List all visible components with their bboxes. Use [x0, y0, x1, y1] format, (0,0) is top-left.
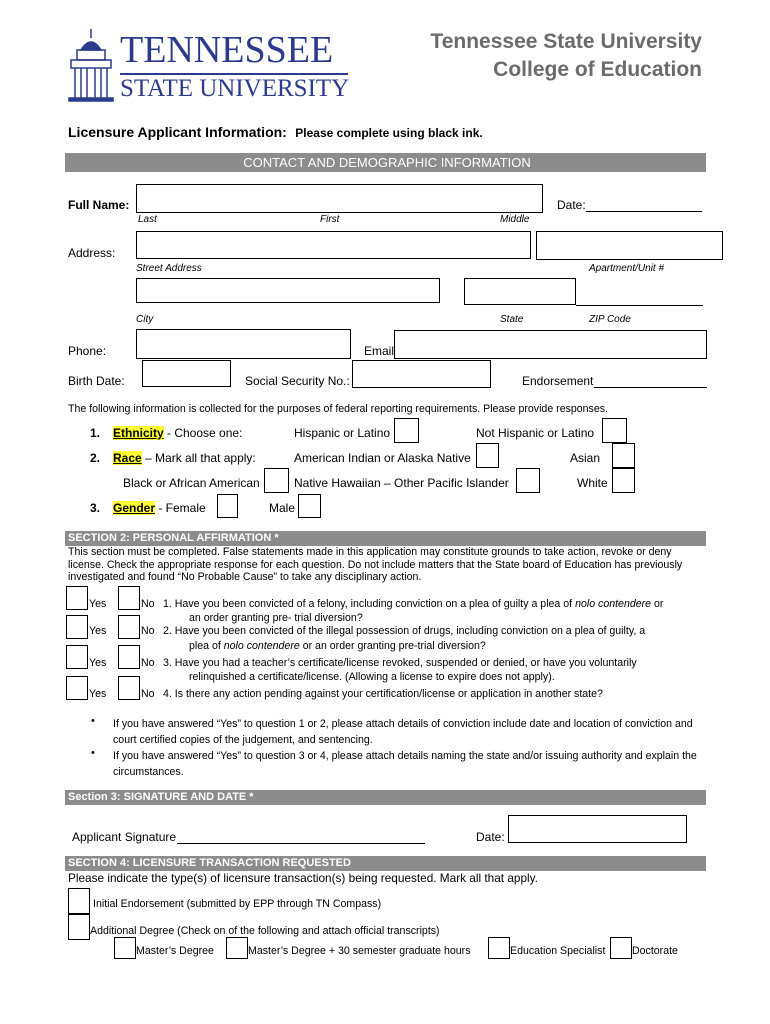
q2-italic: nolo contendere: [223, 640, 300, 652]
q1-label: [113, 426, 242, 440]
ssn-input[interactable]: [352, 360, 491, 388]
q1-number: 1.: [90, 426, 101, 440]
q1-yes-label: Yes: [89, 598, 107, 610]
section2-heading: SECTION 2: PERSONAL AFFIRMATION *: [65, 531, 706, 546]
black-label: Black or African American: [123, 476, 260, 490]
q3-text-line2: relinquished a certificate/license. (Allowing a license to expire does not apply).: [189, 671, 555, 683]
date-input[interactable]: [586, 211, 702, 212]
doctorate-checkbox[interactable]: [610, 937, 632, 959]
building-icon: [67, 28, 115, 102]
q2-no-label: No: [141, 625, 155, 637]
black-checkbox[interactable]: [264, 468, 289, 493]
additional-degree-label: Additional Degree (Check on of the following and attach official transcripts): [90, 925, 440, 937]
asian-label: Asian: [570, 451, 601, 465]
apt-caption: Apartment/Unit #: [589, 263, 665, 274]
race-rest: – Mark all that apply:: [141, 451, 256, 465]
q3-no-label: No: [141, 657, 155, 669]
q1-no-label: No: [141, 598, 155, 610]
full-name-label: Full Name:: [68, 198, 130, 212]
email-label: Email: [364, 344, 395, 358]
q3-yes-label: Yes: [89, 657, 107, 669]
endorsement-label: Endorsement: [522, 374, 594, 388]
masters30-checkbox[interactable]: [226, 937, 248, 959]
signature-date-input[interactable]: [508, 815, 687, 843]
bullet-2-text: If you have answered “Yes” to question 3 or 4, please attach details naming the state and/or issuing authority and explain the circumstances.: [113, 750, 697, 778]
asian-checkbox[interactable]: [612, 443, 635, 468]
specialist-label: Education Specialist: [510, 945, 606, 957]
zip-line[interactable]: [576, 305, 703, 306]
gender-keyword: Gender: [113, 501, 156, 515]
q4-no-checkbox[interactable]: [118, 676, 140, 700]
q1-italic: nolo contendere: [575, 598, 652, 610]
doctorate-label: Doctorate: [632, 945, 678, 957]
date-label: Date:: [557, 198, 586, 212]
q3-number: 3.: [90, 501, 101, 515]
phone-input[interactable]: [136, 329, 351, 359]
masters-checkbox[interactable]: [114, 937, 136, 959]
masters30-label: Master’s Degree + 30 semester graduate hours: [248, 945, 471, 957]
last-caption: Last: [138, 214, 157, 225]
section4-intro: Please indicate the type(s) of licensure transaction(s) being requested. Mark all that apply.: [68, 871, 538, 885]
logo-tennessee: TENNESSEE: [120, 29, 334, 71]
q2-yes-label: Yes: [89, 625, 107, 637]
q2-label: [113, 451, 256, 465]
q4-yes-label: Yes: [89, 688, 107, 700]
q3-label: [113, 501, 206, 515]
section3-heading: Section 3: SIGNATURE AND DATE *: [65, 790, 706, 805]
ethnicity-keyword: Ethnicity: [113, 426, 164, 440]
q2-number: 2.: [90, 451, 101, 465]
contact-heading: CONTACT AND DEMOGRAPHIC INFORMATION: [65, 153, 706, 172]
email-input[interactable]: [394, 330, 707, 359]
q1-text-line2: an order granting pre- trial diversion?: [189, 612, 363, 624]
full-name-input[interactable]: [136, 184, 543, 213]
q2-text: 2. Have you been convicted of the illegal possession of drugs, including conviction on a plea of guilty, a: [163, 625, 646, 637]
q2-line2-b: or an order granting pre-trial diversion?: [299, 640, 486, 652]
initial-endorsement-checkbox[interactable]: [68, 888, 90, 914]
section2-paragraph: This section must be completed. False statements made in this application may constitute grounds to take action, revoke or deny license. Check the appropriate response for each question. Do not include matters that the State board of Education has previously investigated and found “No Probable Cause” to take any disciplinary action.: [68, 546, 683, 584]
state-input[interactable]: [464, 278, 576, 305]
q2-yes-checkbox[interactable]: [66, 615, 88, 639]
birth-date-input[interactable]: [142, 360, 231, 387]
q2-line2-a: plea of: [189, 640, 224, 652]
hispanic-checkbox[interactable]: [394, 418, 419, 443]
demographics-intro: The following information is collected for the purposes of federal reporting requirements. Please provide responses.: [68, 403, 608, 415]
specialist-checkbox[interactable]: [488, 937, 510, 959]
intro-subtitle: Please complete using black ink.: [295, 126, 483, 140]
apartment-input[interactable]: [536, 231, 723, 260]
male-checkbox[interactable]: [298, 494, 321, 518]
signature-date-label: Date:: [476, 830, 505, 844]
phone-label: Phone:: [68, 344, 107, 358]
q4-yes-checkbox[interactable]: [66, 676, 88, 700]
header-title-1: Tennessee State University: [430, 30, 702, 53]
university-logo: [67, 28, 352, 102]
zip-caption: ZIP Code: [589, 314, 631, 325]
hawaiian-label: Native Hawaiian – Other Pacific Islander: [294, 476, 509, 490]
race-keyword: Race: [113, 451, 142, 465]
hawaiian-checkbox[interactable]: [516, 468, 540, 493]
q1-yes-checkbox[interactable]: [66, 586, 88, 610]
female-checkbox[interactable]: [217, 494, 238, 518]
intro-title: Licensure Applicant Information:: [68, 124, 287, 140]
q1-text-b: or: [651, 598, 664, 610]
ssn-label: Social Security No.:: [245, 374, 350, 388]
street-caption: Street Address: [136, 263, 202, 274]
not-hispanic-label: Not Hispanic or Latino: [476, 426, 595, 440]
city-caption: City: [136, 314, 154, 325]
signature-label: Applicant Signature: [72, 830, 177, 844]
state-caption: State: [500, 314, 524, 325]
male-label: Male: [269, 501, 296, 515]
q2-text-line2: [189, 639, 486, 655]
q4-no-label: No: [141, 688, 155, 700]
header-title-2: College of Education: [493, 58, 702, 81]
q1-text-a: 1. Have you been convicted of a felony, including conviction on a plea of guilty a plea of: [163, 598, 576, 610]
initial-endorsement-label: Initial Endorsement (submitted by EPP through TN Compass): [93, 898, 382, 910]
city-input[interactable]: [136, 278, 440, 303]
street-input[interactable]: [136, 231, 531, 259]
address-label: Address:: [68, 246, 116, 260]
middle-caption: Middle: [500, 214, 530, 225]
native-american-label: American Indian or Alaska Native: [294, 451, 471, 465]
white-checkbox[interactable]: [612, 468, 635, 493]
additional-degree-checkbox[interactable]: [68, 914, 90, 940]
birth-date-label: Birth Date:: [68, 374, 125, 388]
bullet-icon: •: [91, 747, 95, 759]
q2-no-checkbox[interactable]: [118, 615, 140, 639]
bullet-1-text: If you have answered “Yes” to question 1 or 2, please attach details of conviction include date and location of conviction and court certified copies of the judgement, and sentencing.: [113, 718, 693, 746]
intro-line: [68, 124, 483, 142]
gender-rest: - Female: [155, 501, 206, 515]
q3-text: 3. Have you had a teacher’s certificate/license revoked, suspended or denied, or have you voluntarily: [163, 657, 637, 669]
ethnicity-rest: - Choose one:: [163, 426, 243, 440]
native-american-checkbox[interactable]: [476, 443, 499, 468]
q3-no-checkbox[interactable]: [118, 645, 140, 669]
first-caption: First: [320, 214, 340, 225]
hispanic-label: Hispanic or Latino: [294, 426, 391, 440]
masters-label: Master’s Degree: [136, 945, 214, 957]
q1-no-checkbox[interactable]: [118, 586, 140, 610]
q3-yes-checkbox[interactable]: [66, 645, 88, 669]
signature-line[interactable]: [177, 843, 425, 844]
not-hispanic-checkbox[interactable]: [602, 418, 627, 443]
endorsement-input[interactable]: [594, 387, 707, 388]
white-label: White: [577, 476, 608, 490]
section4-heading: SECTION 4: LICENSURE TRANSACTION REQUESTED: [65, 856, 706, 871]
bullet-icon: •: [91, 715, 95, 727]
logo-state-university: STATE UNIVERSITY: [120, 75, 350, 102]
q4-text: 4. Is there any action pending against your certification/license or application in another state?: [163, 688, 603, 700]
